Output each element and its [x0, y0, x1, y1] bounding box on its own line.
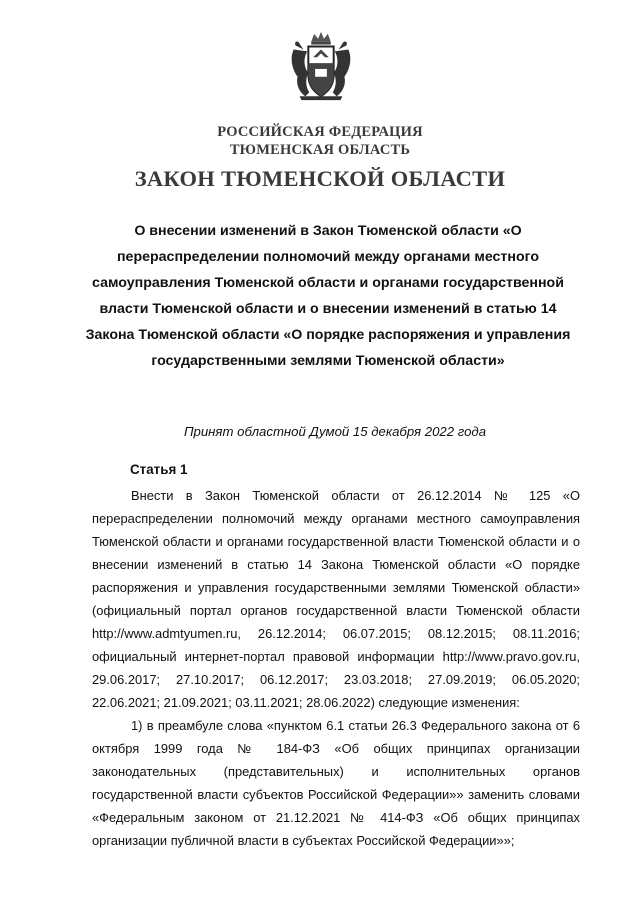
document-title: О внесении изменений в Закон Тюменской области «О перераспределении полномочий между органами местного самоуправления Тюменской области и органами государственной власти Тюменской области и о внесении изменений в статью 14 Закона Тюменской области «О порядке распоряжения и управления государственными землями Тюменской области» — [85, 223, 571, 369]
country-name: РОССИЙСКАЯ ФЕДЕРАЦИЯ — [217, 124, 423, 140]
paragraph: 1) в преамбуле слова «пунктом 6.1 статьи 26.3 Федерального закона от 6 октября 1999 года № 184-ФЗ «Об общих принципах организации законодательных (представительных) и исполнительных органов государственной власти субъектов Российской Федерации»» заменить словами «Федеральным законом от 21.12.2021 № 414-ФЗ «Об общих принципах организации публичной власти в субъектах Российской Федерации»»; — [92, 718, 580, 848]
law-type-title: ЗАКОН ТЮМЕНСКОЙ ОБЛАСТИ — [134, 166, 506, 191]
adoption-note: Принят областной Думой 15 декабря 2022 года — [183, 424, 487, 439]
article-body — [92, 484, 580, 852]
article-heading: Статья 1 — [130, 462, 188, 477]
paragraph: Внести в Закон Тюменской области от 26.12.2014 № 125 «О перераспределении полномочий между органами местного самоуправления Тюменской области и органами государственной власти Тюменской области и о внесении изменений в статью 14 Закона Тюменской области «О порядке распоряжения и управления государственными землями Тюменской области» (официальный портал органов государственной власти Тюменской области http://www.admtyumen.ru, 26.12.2014; 06.07.2015; 08.12.2015; 08.11.2016; официальный интернет-портал правовой информации http://www.pravo.gov.ru, 29.06.2017; 27.10.2017; 06.12.2017; 23.03.2018; 27.09.2019; 06.05.2020; 22.06.2021; 21.09.2021; 03.11.2021; 28.06.2022) следующие изменения: — [92, 488, 580, 710]
coat-of-arms-icon — [282, 28, 360, 106]
region-name: ТЮМЕНСКАЯ ОБЛАСТЬ — [229, 142, 411, 158]
